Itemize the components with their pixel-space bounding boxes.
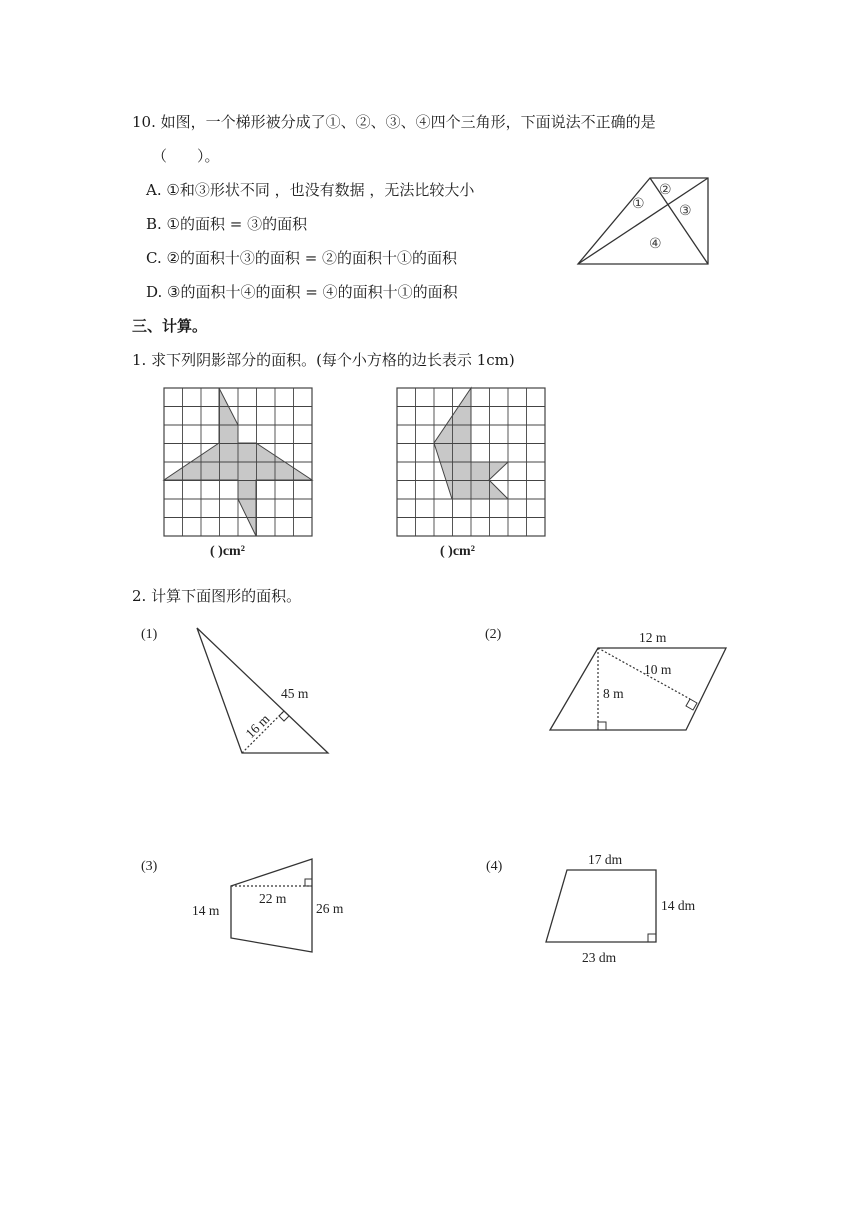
figure-4-trapezoid [480,848,720,973]
region-2-label: ② [659,182,672,198]
region-1-label: ① [632,196,645,212]
grid-lines-2 [397,388,545,536]
q10-option-b: B. ①的面积 = ③的面积 [146,215,308,233]
figure-2-slant-height: 10 m [644,662,672,677]
grid-lines-1 [164,388,312,536]
figure-4-top-base: 17 dm [588,852,623,867]
q10-option-d: D. ③的面积十④的面积 = ④的面积十①的面积 [146,283,458,301]
figure-3-height: 22 m [259,891,287,906]
figure-2-parallelogram [480,622,740,742]
figure-3-trapezoid [135,852,375,962]
q10-stem: 10. 如图，一个梯形被分成了①、②、③、④四个三角形，下面说法不正确的是 [132,113,656,131]
figure-4-bottom-base: 23 dm [582,950,617,965]
figure-2-height: 8 m [603,686,624,701]
figure-3-right-side: 26 m [316,901,344,916]
grid-figure-2 [397,388,545,536]
figure-4-height: 14 dm [661,898,696,913]
figure-4-label: (4) [486,859,503,874]
q1-text: 1. 求下列阴影部分的面积。(每个小方格的边长表示 1cm) [132,351,515,369]
figure-2-label: (2) [485,627,502,642]
grid-figure-1 [164,388,312,536]
q10-option-c: C. ②的面积十③的面积 = ②的面积十①的面积 [146,249,458,267]
region-4-label: ④ [649,236,662,252]
figure-1-hypotenuse-length: 45 m [281,686,309,701]
section-heading: 三、计算。 [132,317,208,335]
figure-1-height: 16 m [242,711,273,742]
answer-blank-1 [210,540,280,560]
svg-text:( )cm²: ( )cm² [440,544,475,559]
region-3-label: ③ [679,203,692,219]
answer-blank-2 [440,540,510,560]
svg-text:( )cm²: ( )cm² [210,544,245,559]
trapezoid-figure [570,170,720,270]
figure-1-triangle [135,622,355,762]
q10-option-a: A. ①和③形状不同 ，也没有数据 ，无法比较大小 [146,181,475,199]
figure-1-label: (1) [141,627,158,642]
q10-answer-paren: （ ）。 [152,147,220,165]
figure-3-label: (3) [141,859,158,874]
figure-2-top-length: 12 m [639,630,667,645]
figure-3-left-side: 14 m [192,903,220,918]
q2-text: 2. 计算下面图形的面积。 [132,587,302,605]
